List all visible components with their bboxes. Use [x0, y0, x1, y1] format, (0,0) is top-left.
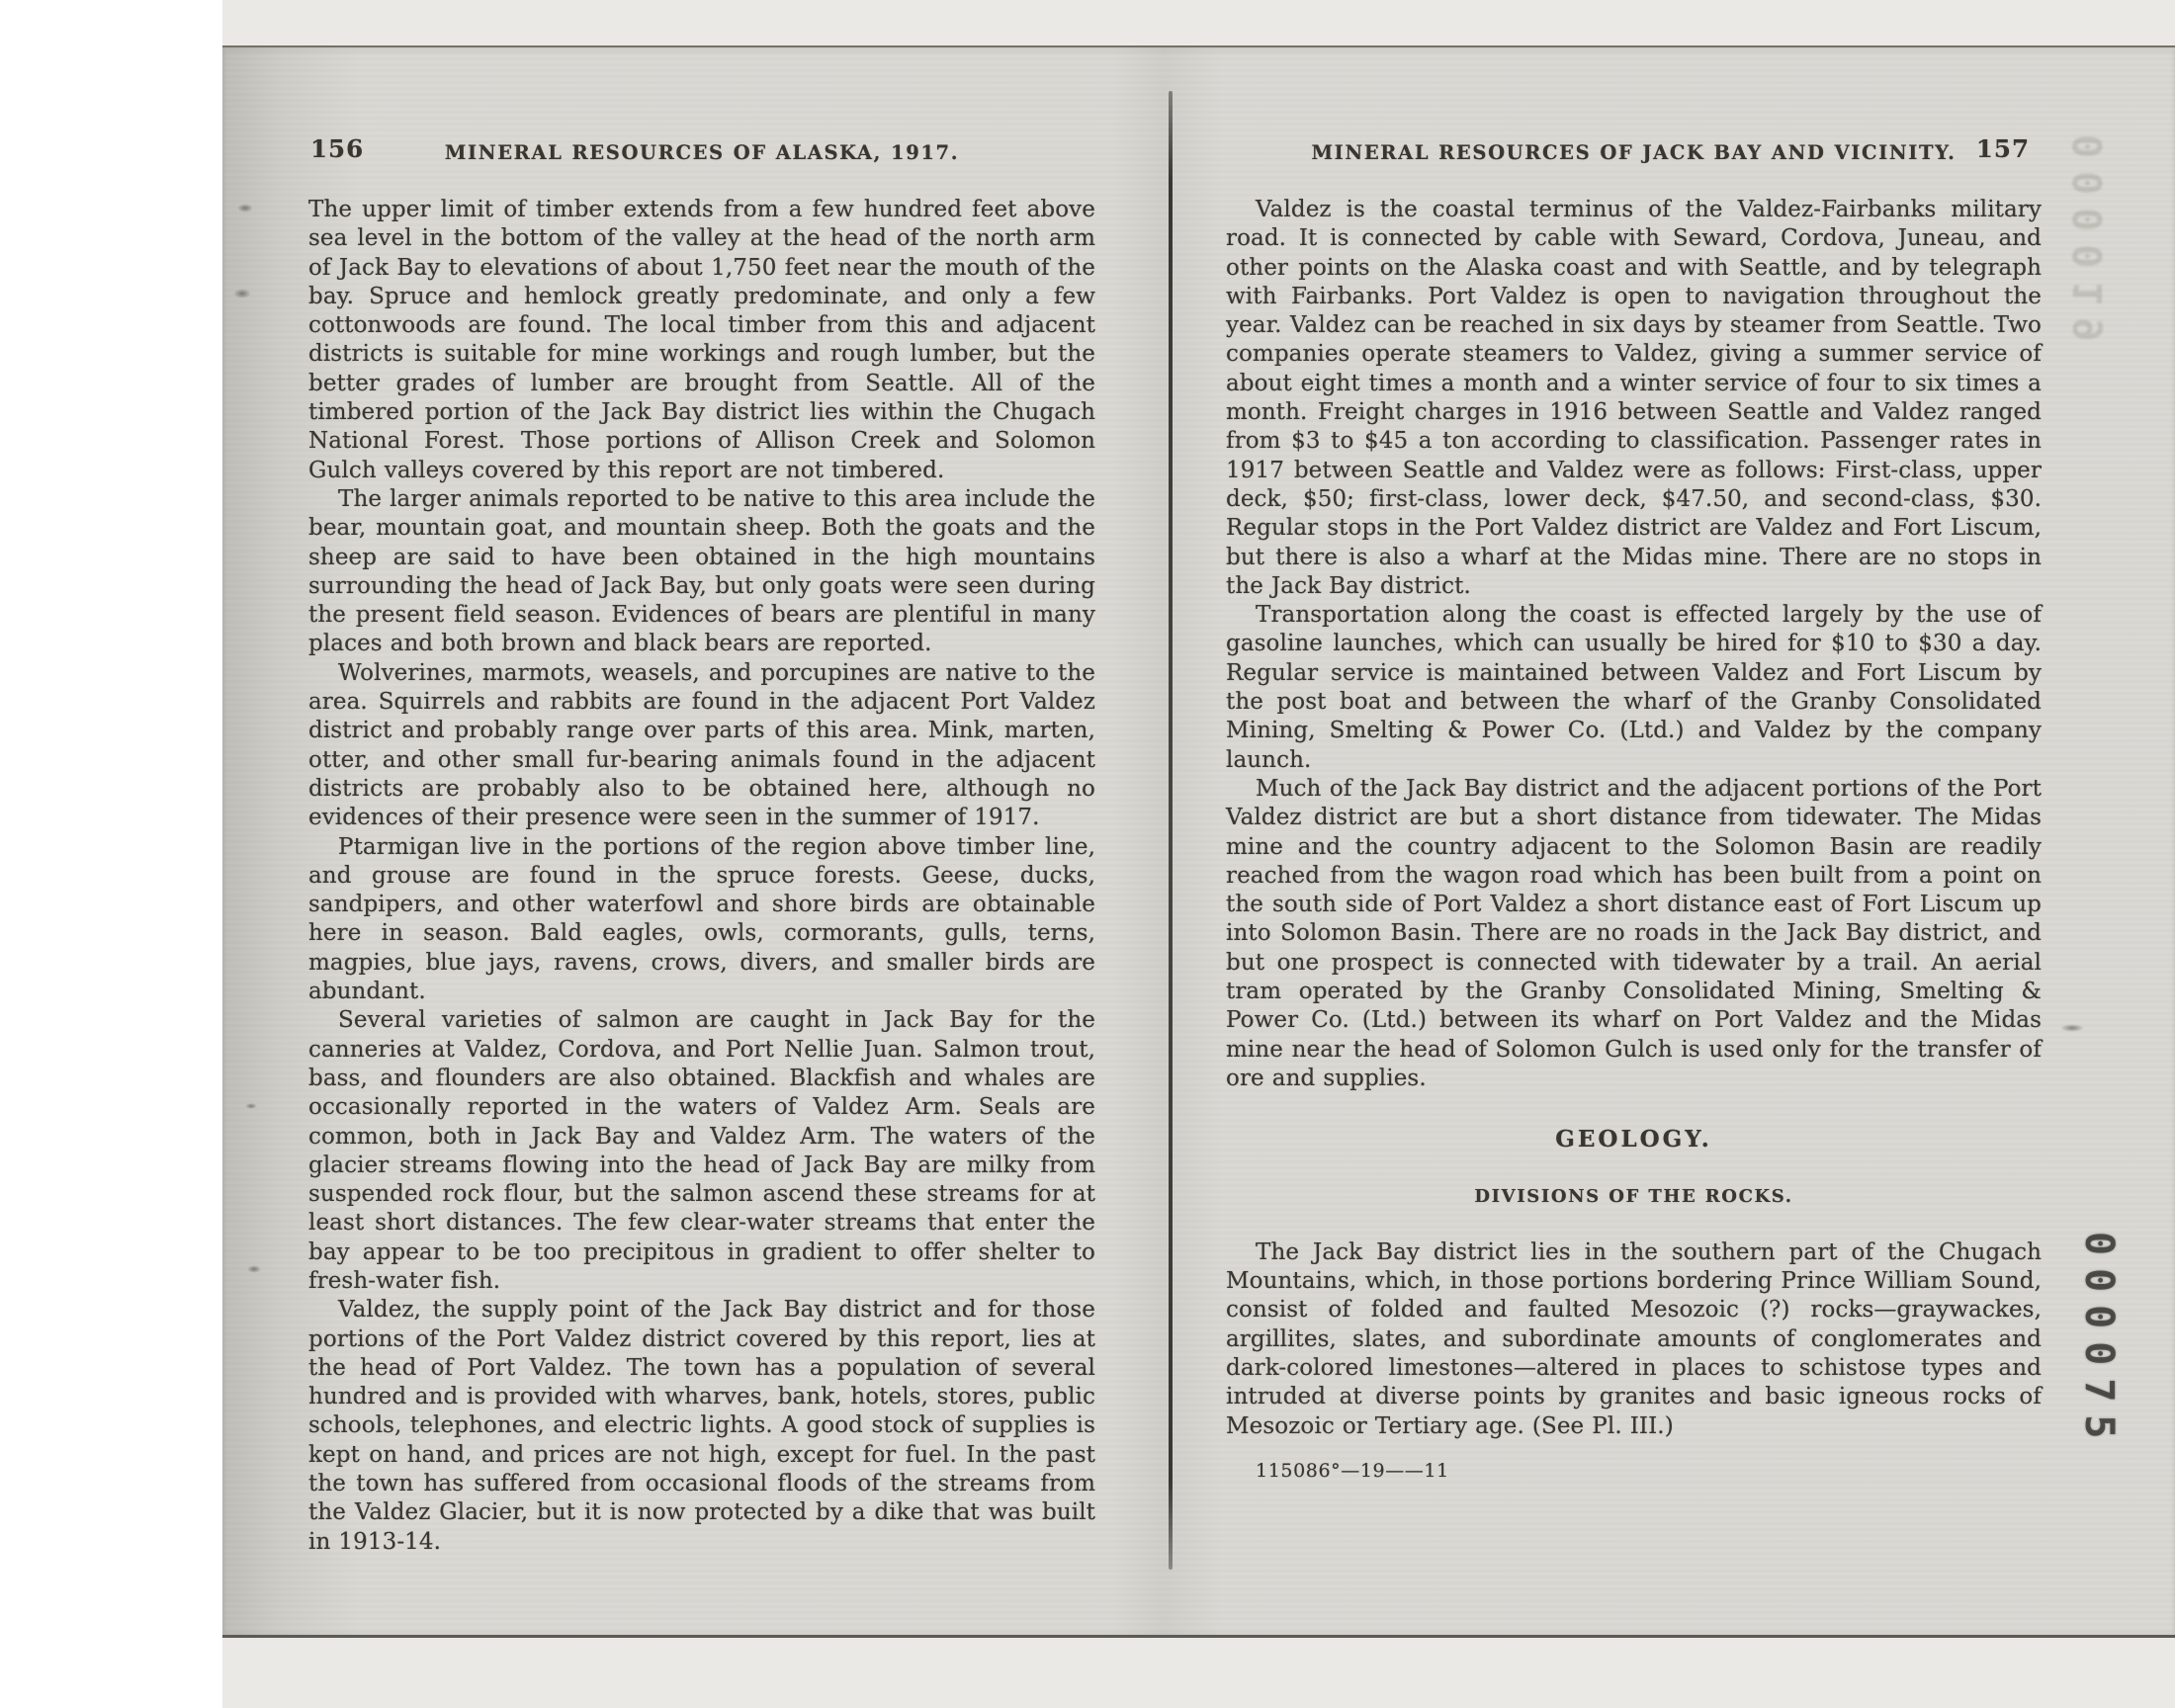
- paragraph: Transportation along the coast is effected largely by the use of gasoline launches, which can usually be hired for $10 to $30 a day. Regular service is maintained between Valdez and Fort Liscum by the post boat and between the wharf of the Granby Consolidated Mining, Smelting & Power Co. (Ltd.) and Valdez by the company launch.: [1226, 602, 2042, 773]
- right-page-header: [1226, 134, 2042, 168]
- right-page-number: 157: [1975, 134, 2030, 163]
- smudge-mark: [245, 1103, 257, 1109]
- paragraph: Valdez, the supply point of the Jack Bay district and for those portions of the Port Valdez district covered by this report, lies at the head of Port Valdez. The town has a population of several hundred and is provided with wharves, bank, hotels, stores, public schools, telephones, and electric lights. A good stock of supplies is kept on hand, and prices are not high, except for fuel. In the past the town has suffered from occasional floods of the streams from the Valdez Glacier, but it is now protected by a dike that was built in 1913-14.: [308, 1297, 1095, 1555]
- left-page-number: 156: [310, 134, 365, 163]
- right-page: [1226, 134, 2042, 1486]
- subsection-heading-divisions-of-the-rocks: DIVISIONS OF THE ROCKS.: [1474, 1185, 1793, 1207]
- stamp-show-through: 000019: [2066, 134, 2112, 355]
- paragraph: The larger animals reported to be native to this area include the bear, mountain goat, and mountain sheep. Both the goats and the sheep are said to have been obtained in the high mountains surrounding the head of Jack Bay, but only goats were seen during the present field season. Evidences of bears are plentiful in many places and both brown and black bears are reported.: [308, 485, 1095, 657]
- paragraph: Ptarmigan live in the portions of the region above timber line, and grouse are found in the spruce forests. Geese, ducks, sandpipers, and other waterfowl and shore birds are obtainable here in season. Bald eagles, owls, cormorants, gulls, terns, magpies, blue jays, ravens, crows, divers, and smaller birds are abundant.: [308, 833, 1095, 1005]
- page-gutter-divider: [1169, 91, 1173, 1570]
- smudge-mark: [2060, 1024, 2084, 1032]
- smudge-mark: [237, 204, 253, 213]
- paragraph: Much of the Jack Bay district and the adjacent portions of the Port Valdez district are but a short distance from tidewater. The Midas mine and the country adjacent to the Solomon Basin are readily reached from the wagon road which has been built from a point on the south side of Port Valdez a short distance east of Fort Liscum up into Solomon Basin. There are no roads in the Jack Bay district, and but one prospect is connected with tidewater by a trail. An aerial tram operated by the Granby Consolidated Mining, Smelting & Power Co. (Ltd.) between its wharf on Port Valdez and the Midas mine near the head of Solomon Gulch is used only for the transfer of ore and supplies.: [1226, 775, 2042, 1091]
- right-running-title: MINERAL RESOURCES OF JACK BAY AND VICINITY.: [1311, 141, 1957, 164]
- printer-signature-mark: 115086°—19——11: [1256, 1459, 1449, 1482]
- paragraph: Valdez is the coastal terminus of the Valdez-Fairbanks military road. It is connected by cable with Seward, Cordova, Juneau, and other points on the Alaska coast and with Seattle, and by telegraph with Fairbanks. Port Valdez is open to navigation throughout the year. Valdez can be reached in six days by steamer from Seattle. Two companies operate steamers to Valdez, giving a summer service of about eight times a month and a winter service of four to six times a month. Freight charges in 1916 between Seattle and Valdez ranged from $3 to $45 a ton according to classification. Passenger rates in 1917 between Seattle and Valdez were as follows: First-class, upper deck, $50; first-class, lower deck, $47.50, and second-class, $30. Regular stops in the Port Valdez district are Valdez and Fort Liscum, but there is also a wharf at the Midas mine. There are no stops in the Jack Bay district.: [1226, 197, 2042, 599]
- section-heading-geology: GEOLOGY.: [1555, 1126, 1712, 1153]
- accession-number-stamp: 000075: [2076, 1232, 2122, 1452]
- paragraph: Several varieties of salmon are caught in Jack Bay for the canneries at Valdez, Cordova, and Port Nellie Juan. Salmon trout, bass, and flounders are also obtained. Blackfish and whales are occasionally reported in the waters of Valdez Arm. Seals are common, both in Jack Bay and Valdez Arm. The waters of the glacier streams flowing into the head of Jack Bay are milky from suspended rock flour, but the salmon ascend these streams for at least short distances. The few clear-water streams that enter the bay appear to be too precipitous in gradient to offer shelter to fresh-water fish.: [308, 1007, 1095, 1294]
- paragraph: Wolverines, marmots, weasels, and porcupines are native to the area. Squirrels and rabbits are found in the adjacent Port Valdez district and probably range over parts of this area. Mink, marten, otter, and other small fur-bearing animals found in the adjacent districts are probably also to be obtained here, although no evidences of their presence were seen in the summer of 1917.: [308, 659, 1095, 831]
- paragraph: The Jack Bay district lies in the southern part of the Chugach Mountains, which, in those portions bordering Prince William Sound, consist of folded and faulted Mesozoic (?) rocks—graywackes, argillites, slates, and subordinate amounts of conglomerates and dark-colored limestones—altered in places to schistose types and intruded at diverse points by granites and basic igneous rocks of Mesozoic or Tertiary age. (See Pl. III.): [1226, 1238, 2042, 1439]
- left-page-header: [308, 134, 1095, 168]
- left-running-title: MINERAL RESOURCES OF ALASKA, 1917.: [444, 141, 960, 164]
- paragraph: The upper limit of timber extends from a few hundred feet above sea level in the bottom of the valley at the head of the north arm of Jack Bay to elevations of about 1,750 feet near the mouth of the bay. Spruce and hemlock greatly predominate, and only a few cottonwoods are found. The local timber from this and adjacent districts is suitable for mine workings and rough lumber, but the better grades of lumber are brought from Seattle. All of the timbered portion of the Jack Bay district lies within the Chugach National Forest. Those portions of Allison Creek and Solomon Gulch valleys covered by this report are not timbered.: [308, 197, 1095, 483]
- left-page: [308, 134, 1095, 1557]
- smudge-mark: [247, 1265, 261, 1273]
- smudge-mark: [233, 289, 251, 299]
